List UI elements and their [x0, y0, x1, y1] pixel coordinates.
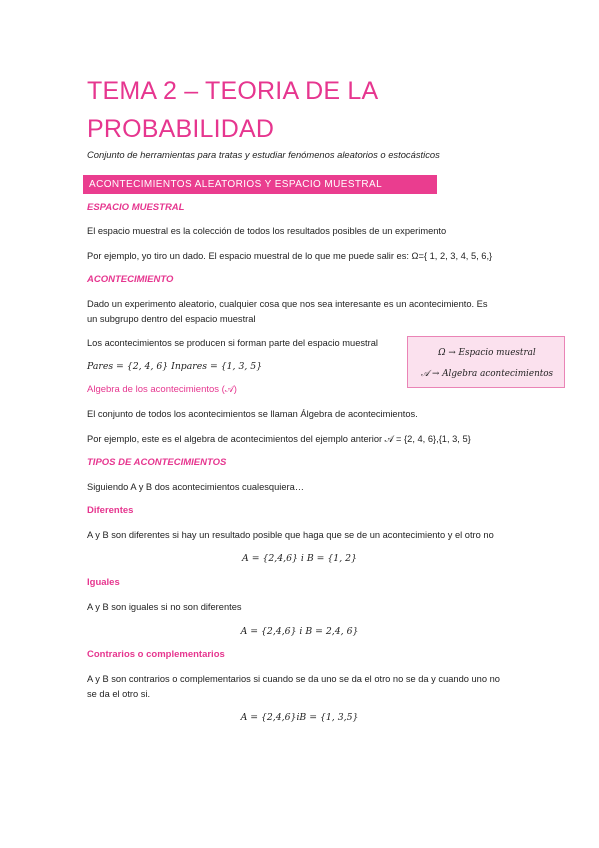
heading-espacio-muestral: ESPACIO MUESTRAL — [87, 202, 185, 213]
heading-acontecimiento: ACONTECIMIENTO — [87, 274, 174, 285]
callout-line-omega: Ω → Espacio muestral — [438, 348, 536, 358]
notation-callout — [407, 336, 565, 388]
formula-iguales: A = {2,4,6} i B = 2,4, 6} — [240, 626, 359, 637]
paragraph: El espacio muestral es la colección de todos los resultados posibles de un experimento — [87, 226, 447, 236]
paragraph: se da el otro si. — [87, 689, 151, 699]
heading-diferentes: Diferentes — [87, 505, 134, 516]
title-line-1: TEMA 2 – TEORIA DE LA — [87, 77, 379, 105]
paragraph: Siguiendo A y B dos acontecimientos cualesquiera… — [87, 482, 305, 492]
page-title — [87, 72, 507, 148]
paragraph: El conjunto de todos los acontecimientos se llaman Álgebra de acontecimientos. — [87, 409, 418, 419]
formula-diferentes: A = {2,4,6} i B = {1, 2} — [242, 553, 357, 564]
formula-pares-impares: Pares = {2, 4, 6} Inpares = {1, 3, 5} — [87, 361, 263, 372]
paragraph: A y B son diferentes si hay un resultado posible que haga que se de un acontecimiento y el otro no — [87, 530, 494, 540]
paragraph: Por ejemplo, este es el algebra de acontecimientos del ejemplo anterior 𝒜 = {2, 4, 6},{1, 3, 5} — [87, 434, 471, 444]
paragraph: Los acontecimientos se producen si forman parte del espacio muestral — [87, 338, 378, 348]
heading-tipos: TIPOS DE ACONTECIMIENTOS — [87, 457, 227, 468]
callout-line-algebra: 𝒜 → Algebra acontecimientos — [420, 369, 554, 379]
heading-algebra: Algebra de los acontecimientos (𝒜) — [87, 384, 237, 395]
paragraph: A y B son iguales si no son diferentes — [87, 602, 242, 612]
paragraph: Dado un experimento aleatorio, cualquier cosa que nos sea interesante es un acontecimiento. Es — [87, 299, 488, 309]
subtitle: Conjunto de herramientas para tratas y estudiar fenómenos aleatorios o estocásticos — [87, 149, 440, 160]
paragraph: A y B son contrarios o complementarios si cuando se da uno se da el otro no se da y cuando uno no — [87, 674, 500, 684]
formula-contrarios: A = {2,4,6}iB = {1, 3,5} — [240, 712, 359, 723]
paragraph: Por ejemplo, yo tiro un dado. El espacio muestral de lo que me puede salir es: Ω={ 1, 2, 3, 4, 5, 6,} — [87, 251, 493, 261]
heading-iguales: Iguales — [87, 577, 120, 588]
title-line-2: PROBABILIDAD — [87, 115, 275, 143]
paragraph: un subgrupo dentro del espacio muestral — [87, 314, 256, 324]
heading-contrarios: Contrarios o complementarios — [87, 649, 225, 660]
section-header: ACONTECIMIENTOS ALEATORIOS Y ESPACIO MUESTRAL — [83, 175, 437, 194]
